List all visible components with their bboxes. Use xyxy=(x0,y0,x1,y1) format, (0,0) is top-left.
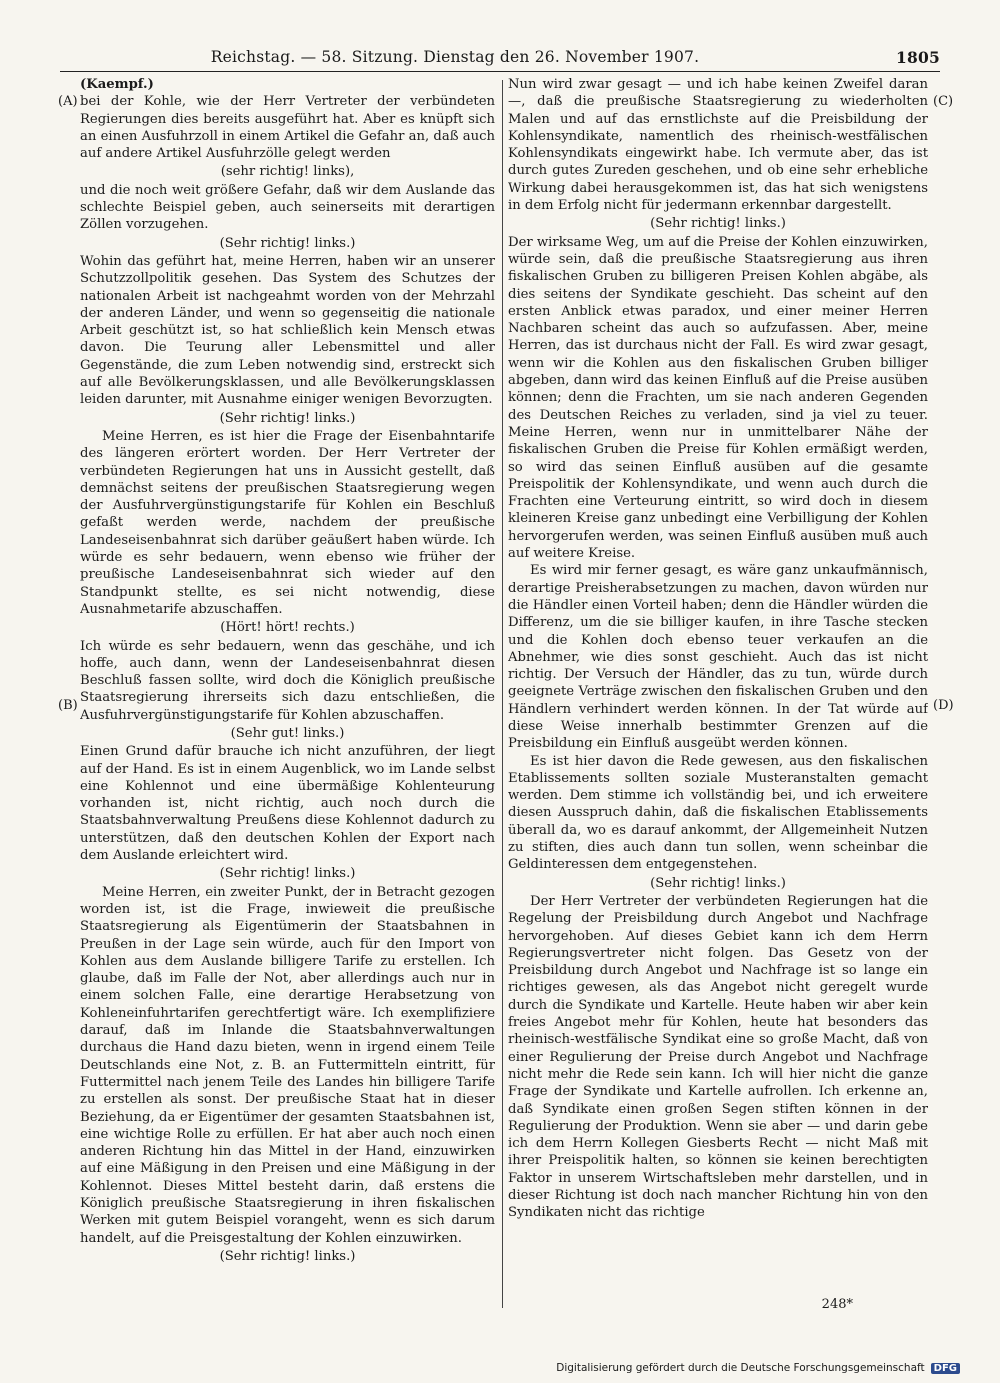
paragraph: Es ist hier davon die Rede gewesen, aus den fiskalischen Etablissements sollten soziale Musteranstalten gemacht werden. Dem stimme ich vollständig bei, und ich erweitere diesen Ausspruch dahin, daß die fiskalischen Etablissements überall da, wo es darauf ankommt, der Allgemeinheit Nutzen zu stiften, dies auch dann tun sollen, wenn scheinbar die Geldinteressen dem entgegenstehen. xyxy=(508,753,928,873)
interjection: (Sehr richtig! links.) xyxy=(219,410,356,426)
paragraph: Wohin das geführt hat, meine Herren, haben wir an unserer Schutzzollpolitik gesehen. Das System des Schutzes der nationalen Arbeit ist nachgeahmt worden von der Mehrzahl der anderen Länder, und wenn so gegenseitig die nationale Arbeit geschützt ist, so hat schließlich kein Mensch etwas davon. Die Teurung aller Lebensmittel und aller Gegenstände, die zum Leben notwendig sind, erstreckt sich auf alle Bevölkerungsklassen, und alle Bevölkerungsklassen leiden darunter, mit Ausnahme einiger wenigen Bevorzugten. xyxy=(80,253,495,408)
paragraph: Der wirksame Weg, um auf die Preise der Kohlen einzuwirken, würde sein, daß die preußische Staatsregierung aus ihren fiskalischen Gruben zu billigeren Preisen Kohlen abgäbe, als dies seitens der Syndikate geschieht. Das scheint auf den ersten Anblick etwas paradox, und einer meiner Herren Nachbaren scheint das auch so aufzufassen. Aber, meine Herren, das ist durchaus nicht der Fall. Es wird zwar gesagt, wenn wir die Kohlen aus den fiskalischen Gruben billiger abgeben, dann wird das keinen Einfluß auf die Preise ausüben können; denn die Frachten, um sie nach anderen Gegenden des Deutschen Reiches zu verladen, sind ja viel zu teuer. Meine Herren, wenn nur in unmittelbarer Nähe der fiskalischen Gruben die Preise für Kohlen ermäßigt werden, so wird das seinen Einfluß ausüben auf die gesamte Preispolitik der Kohlensyndikate, und wenn auch durch die Frachten eine Verteurung eintritt, so wird doch in diesem kleineren Kreise ganz unbedingt eine Verbilligung der Kohlen hervorgerufen werden, was seinen Einfluß ausüben muß auch auf weitere Kreise. xyxy=(508,234,928,562)
interjection: (Sehr gut! links.) xyxy=(230,725,345,741)
footer-text: Digitalisierung gefördert durch die Deutsche Forschungsgemeinschaft xyxy=(556,1362,925,1374)
margin-marker-d: (D) xyxy=(933,698,954,713)
paragraph: Meine Herren, es ist hier die Frage der Eisenbahntarife des längeren erörtert worden. Der Herr Vertreter der verbündeten Regierungen hat uns in Aussicht gestellt, daß demnächst seitens der preußischen Staatsregierung wegen der Ausfuhrvergünstigungstarife für Kohlen ein Beschluß gefaßt werden werde, nachdem der preußische Landeseisenbahnrat sich darüber geäußert haben würde. Ich würde es sehr bedauern, wenn ebenso wie früher der preußische Landeseisenbahnrat sich wieder auf den Standpunkt stellte, es sei nicht notwendig, diese Ausnahmetarife abzuschaffen. xyxy=(80,428,495,617)
margin-marker-c: (C) xyxy=(933,94,954,109)
paragraph: bei der Kohle, wie der Herr Vertreter der verbündeten Regierungen dies bereits ausgeführt hat. Aber es knüpft sich an einen Ausfuhrzoll in einem Artikel die Gefahr an, daß auch auf andere Artikel Ausfuhrzölle gelegt werden xyxy=(80,94,495,162)
interjection: (sehr richtig! links), xyxy=(220,164,355,180)
signature-mark: 248* xyxy=(821,1297,853,1312)
right-column xyxy=(508,76,928,1306)
interjection: (Sehr richtig! links.) xyxy=(650,216,786,232)
margin-marker-b: (B) xyxy=(58,698,78,713)
interjection: (Sehr richtig! links.) xyxy=(219,235,356,251)
interjection: (Hört! hört! rechts.) xyxy=(220,620,355,636)
dfg-logo: DFG xyxy=(931,1363,960,1374)
paragraph: Nun wird zwar gesagt — und ich habe keinen Zweifel daran —, daß die preußische Staatsregierung zu wiederholten Malen und auf das ernstlichste auf die Preisbildung der Kohlensyndikate, namentlich des rheinisch-westfälischen Kohlensyndikats eingewirkt habe. Ich vermute aber, das ist durch gutes Zureden geschehen, und ob eine sehr erhebliche Wirkung dabei herausgekommen ist, das hat sich wenigstens in dem Erfolg nicht für jedermann erkennbar dargestellt. xyxy=(508,77,928,214)
paragraph: Einen Grund dafür brauche ich nicht anzuführen, der liegt auf der Hand. Es ist in einem Augenblick, wo im Lande selbst eine Kohlennot und eine übermäßige Kohlenteurung vorhanden ist, nicht richtig, auch noch durch die Staatsbahnverwaltung Preußens diese Kohlennot dadurch zu unterstützen, daß den deutschen Kohlen der Export nach dem Auslande erleichtert wird. xyxy=(80,744,495,864)
interjection: (Sehr richtig! links.) xyxy=(219,1248,356,1264)
paragraph: und die noch weit größere Gefahr, daß wir dem Auslande das schlechte Beispiel geben, auch seinerseits mit derartigen Zöllen vorzugehen. xyxy=(80,182,495,233)
paragraph: Ich würde es sehr bedauern, wenn das geschähe, und ich hoffe, auch dann, wenn der Landeseisenbahnrat diesen Beschluß fassen sollte, wird doch die Königlich preußische Staatsregierung ihrerseits sich dazu entschließen, die Ausfuhrvergünstigungstarife für Kohlen abzuschaffen. xyxy=(80,638,495,723)
paragraph: Meine Herren, ein zweiter Punkt, der in Betracht gezogen worden ist, ist die Frage, inwieweit die preußische Staatsregierung als Eigentümerin der Staatsbahnen in Preußen in der Lage sein würde, auch für den Import von Kohlen aus dem Auslande billigere Tarife zu erstellen. Ich glaube, daß im Falle der Not, aber allerdings auch nur in einem solchen Falle, eine derartige Herabsetzung von Kohleneinfuhrtarifen gerechtfertigt wäre. Ich exemplifiziere darauf, daß im Inlande die Staatsbahnverwaltungen durchaus die Hand dazu bieten, wenn in irgend einem Teile Deutschlands eine Not, z. B. an Futtermitteln eintritt, für Futtermittel nach jenem Teile des Landes hin billigere Tarife zu erstellen als sonst. Der preußische Staat hat in dieser Beziehung, da er Eigentümer der gesamten Staatsbahnen ist, eine wichtige Rolle zu erfüllen. Er hat aber auch noch einen anderen Richtung hin das Mittel in der Hand, einzuwirken auf eine Mäßigung in den Preisen und eine Mäßigung in der Kohlennot. Dieses Mittel besteht darin, daß erstens die Königlich preußische Staatsregierung in ihren fiskalischen Werken mit gutem Beispiel vorangeht, wenn es sich darum handelt, auf die Preisgestaltung der Kohlen einzuwirken. xyxy=(80,884,495,1246)
footer xyxy=(556,1362,960,1374)
page-number: 1805 xyxy=(896,48,940,67)
interjection: (Sehr richtig! links.) xyxy=(650,875,786,891)
paragraph: Es wird mir ferner gesagt, es wäre ganz unkaufmännisch, derartige Preisherabsetzungen zu machen, davon würden nur die Händler einen Vorteil haben; denn die Händler würden die Differenz, um die sie billiger kaufen, in ihre Tasche stecken und die Kohlen doch ebenso teuer verkaufen an die Abnehmer, wie dies sonst geschieht. Auch das ist nicht richtig. Der Versuch der Händler, das zu tun, würde durch geeignete Verträge zwischen den fiskalischen Gruben und den Händlern verhindert werden können. In der Tat würde auf diese Weise innerhalb bestimmter Grenzen auf die Preisbildung ein Einfluß ausgeübt werden können. xyxy=(508,563,928,752)
column-divider xyxy=(502,80,503,1308)
speaker-name: (Kaempf.) xyxy=(80,77,154,92)
left-column xyxy=(80,76,495,1306)
interjection: (Sehr richtig! links.) xyxy=(219,866,356,882)
header-title: Reichstag. — 58. Sitzung. Dienstag den 26. November 1907. xyxy=(210,48,700,66)
page-header xyxy=(60,48,940,70)
paragraph: Der Herr Vertreter der verbündeten Regierungen hat die Regelung der Preisbildung durch Angebot und Nachfrage hervorgehoben. Auf dieses Gebiet kann ich dem Herrn Regierungsvertreter nicht folgen. Das Gesetz von der Preisbildung durch Angebot und Nachfrage ist so lange ein richtiges gewesen, als das Angebot nicht geregelt wurde durch die Syndikate und Kartelle. Heute haben wir aber kein freies Angebot mehr für Kohlen, heute hat besonders das rheinisch-westfälische Syndikat eine so große Macht, daß von einer Regulierung der Preise durch Angebot und Nachfrage nicht mehr die Rede sein kann. Ich will hier nicht die ganze Frage der Syndikate und Kartelle aufrollen. Ich erkenne an, daß Syndikate einen großen Segen stiften können in der Regulierung der Produktion. Wenn sie aber — und darin gebe ich dem Herrn Kollegen Giesberts Recht — nicht Maß mit ihrer Preispolitik halten, so können sie keinen berechtigten Faktor in unserem Wirtschaftsleben mehr darstellen, und in dieser Richtung ist doch nach mancher Richtung hin von den Syndikaten nicht das richtige xyxy=(508,893,928,1221)
margin-marker-a: (A) xyxy=(58,94,78,109)
header-rule xyxy=(60,71,940,72)
